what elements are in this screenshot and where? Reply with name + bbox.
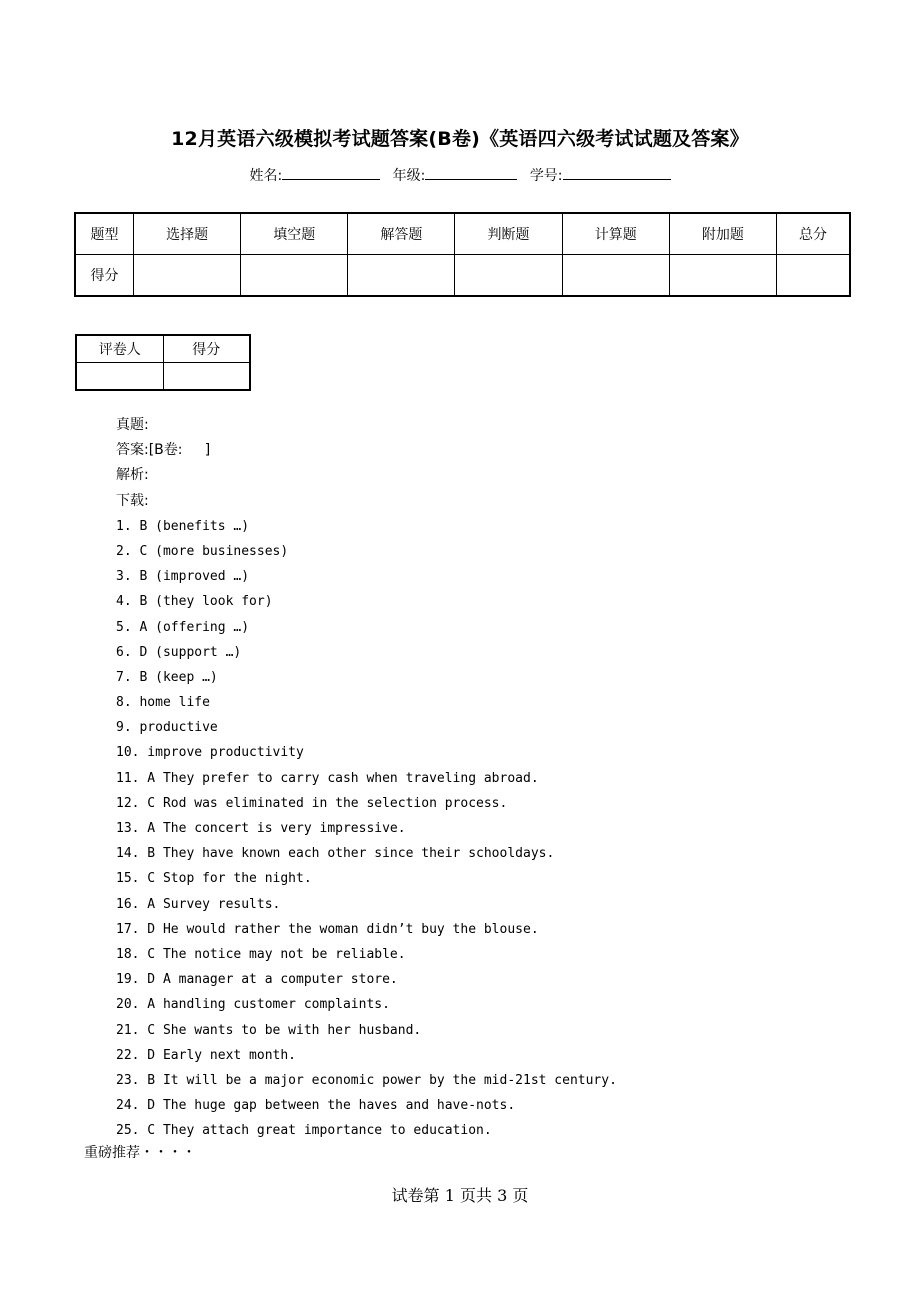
answer-item: 25. C They attach great importance to education.: [116, 1123, 492, 1139]
answer-item: 11. A They prefer to carry cash when traveling abroad.: [116, 770, 539, 786]
grader-cell-reviewer: [76, 363, 163, 391]
answer-item: 19. D A manager at a computer store.: [116, 972, 398, 988]
answer-item: 20. A handling customer complaints.: [116, 997, 390, 1013]
score-table: [74, 212, 851, 297]
answer-item: 16. A Survey results.: [116, 896, 281, 912]
answer-item: 18. C The notice may not be reliable.: [116, 946, 406, 962]
grader-header-reviewer: 评卷人: [76, 335, 163, 363]
answer-item: 8. home life: [116, 695, 210, 711]
answer-item: 4. B (they look for): [116, 594, 273, 610]
answer-item: 9. productive: [116, 720, 218, 736]
score-header-judge: 判断题: [455, 213, 562, 255]
answer-item: 1. B (benefits …): [116, 518, 250, 534]
score-cell-total: [776, 255, 850, 297]
answer-item: 13. A The concert is very impressive.: [116, 821, 406, 836]
answer-item: 14. B They have known each other since their schooldays.: [116, 846, 555, 862]
answer-item: 24. D The huge gap between the haves and have-nots.: [116, 1098, 516, 1114]
section-answer: 答案:[B卷: ]: [116, 442, 211, 459]
section-download: 下载:: [116, 492, 149, 509]
grade-label: 年级:: [392, 168, 426, 184]
grader-cell-score: [163, 363, 250, 391]
score-header-choice: 选择题: [134, 213, 241, 255]
id-label: 学号:: [529, 168, 563, 184]
score-cell-calc: [562, 255, 669, 297]
page-footer: 试卷第 1 页共 3 页: [391, 1186, 529, 1205]
student-info-line: [0, 165, 920, 185]
score-cell-solve: [348, 255, 455, 297]
score-cell-judge: [455, 255, 562, 297]
recommend-text: 重磅推荐・・・・: [84, 1145, 196, 1161]
score-cell-fill: [241, 255, 348, 297]
score-header-extra: 附加题: [669, 213, 776, 255]
section-question: 真题:: [116, 417, 149, 433]
score-header-calc: 计算题: [562, 213, 669, 255]
answer-item: 6. D (support …): [116, 644, 242, 660]
score-cell-choice: [134, 255, 241, 297]
name-label: 姓名:: [249, 168, 283, 184]
answer-item: 12. C Rod was eliminated in the selection process.: [116, 795, 508, 811]
answer-item: 5. A (offering …): [116, 619, 250, 635]
grader-table-header-row: [76, 335, 250, 363]
id-field: [530, 168, 671, 184]
score-table-header-row: [75, 213, 850, 255]
grade-field: [393, 168, 522, 184]
score-cell-extra: [669, 255, 776, 297]
answer-item: 7. B (keep …): [116, 669, 218, 685]
score-header-fill: 填空题: [241, 213, 348, 255]
grader-table: [75, 334, 251, 391]
score-row-label: 得分: [75, 255, 134, 297]
grade-blank: [425, 167, 517, 180]
answer-item: 17. D He would rather the woman didn’t buy the blouse.: [116, 921, 539, 937]
grader-header-score: 得分: [163, 335, 250, 363]
score-header-solve: 解答题: [348, 213, 455, 255]
answer-item: 15. C Stop for the night.: [116, 871, 312, 887]
score-header-type: 题型: [75, 213, 134, 255]
grader-table-blank-row: [76, 363, 250, 391]
score-table-score-row: [75, 255, 850, 297]
id-blank: [563, 167, 671, 180]
answer-item: 21. C She wants to be with her husband.: [116, 1022, 422, 1038]
answer-item: 3. B (improved …): [116, 569, 250, 585]
name-blank: [282, 167, 380, 180]
section-analysis: 解析:: [116, 467, 149, 484]
page-title: 12月英语六级模拟考试题答案(B卷)《英语四六级考试试题及答案》: [171, 128, 749, 150]
score-header-total: 总分: [776, 213, 850, 255]
answer-item: 23. B It will be a major economic power by the mid-21st century.: [116, 1072, 617, 1088]
answer-body: [116, 413, 617, 1143]
name-field: [249, 168, 384, 184]
answer-item: 22. D Early next month.: [116, 1047, 297, 1063]
answer-item: 10. improve productivity: [116, 745, 304, 761]
answer-item: 2. C (more businesses): [116, 543, 289, 559]
